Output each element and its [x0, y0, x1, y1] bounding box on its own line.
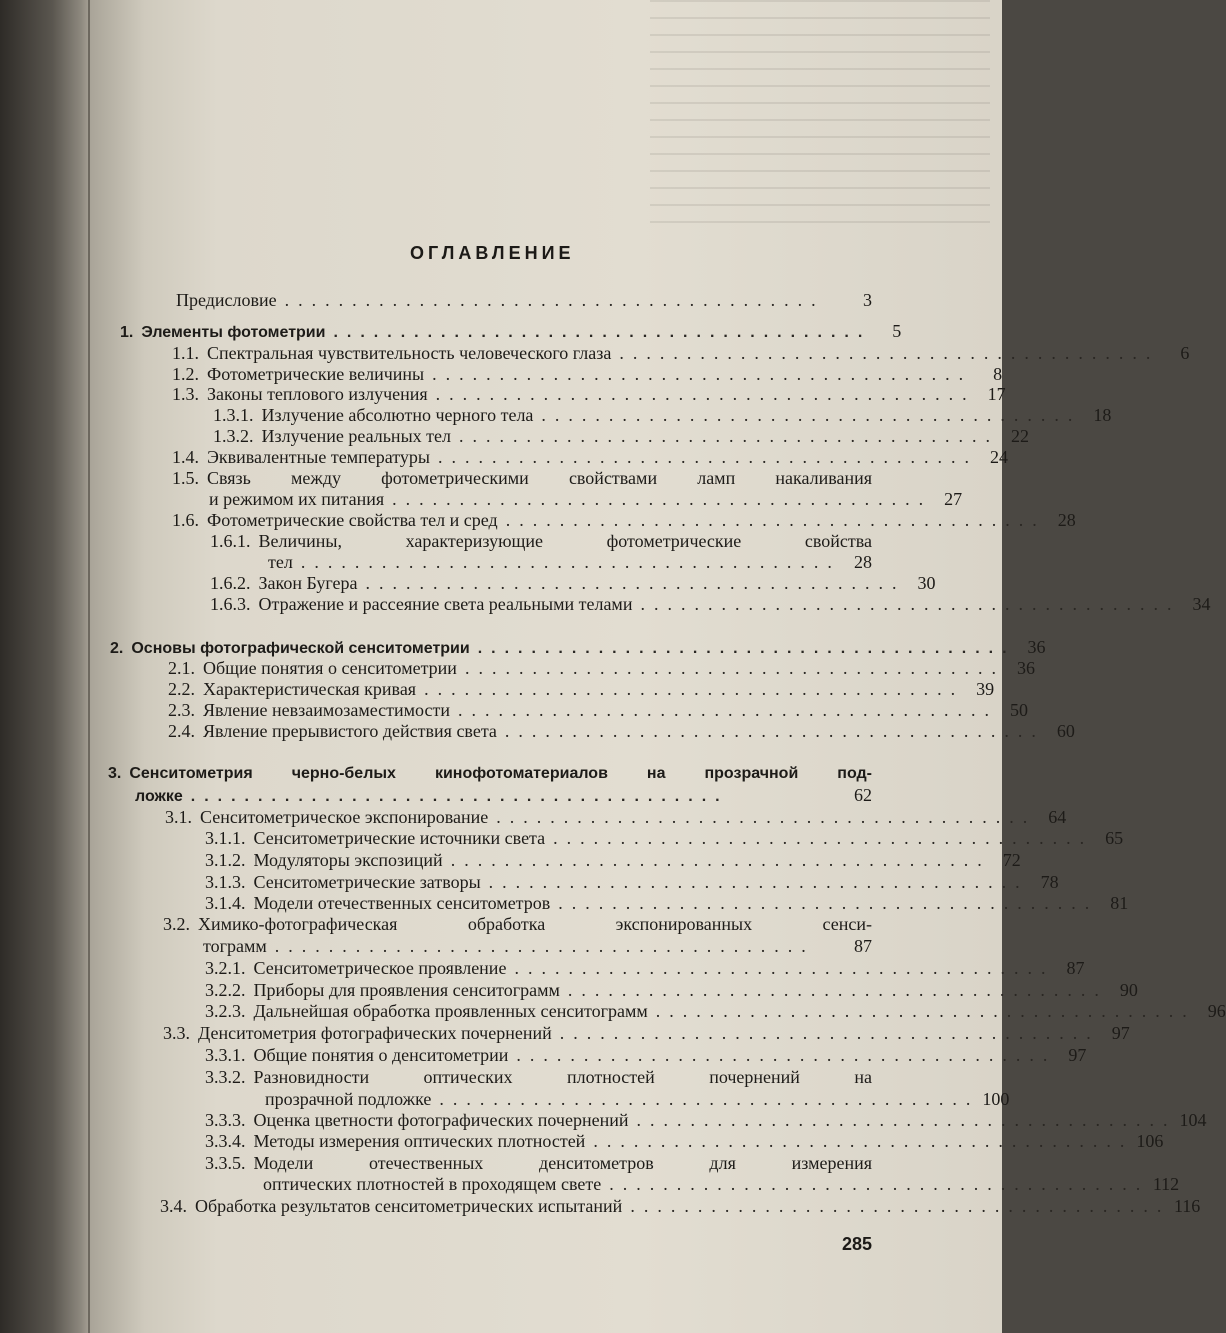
toc-entry: [210, 593, 1211, 615]
toc-entry-number: 2.4.: [168, 721, 195, 741]
toc-entry-page: 6: [1180, 343, 1190, 363]
toc-leader-dots: ........................................: [284, 290, 825, 310]
toc-entry-number: 3.3.3.: [205, 1110, 246, 1130]
toc-entry-title: оптических плотностей в проходящем свете: [263, 1174, 602, 1194]
toc-entry-title: Характеристическая кривая: [203, 679, 417, 699]
toc-entry: [168, 699, 1028, 721]
toc-entry-title: Сенситометрическое экспонирование: [200, 807, 489, 827]
toc-entry-title: Предисловие: [176, 290, 277, 310]
toc-entry-page: 60: [1056, 721, 1075, 741]
toc-entry-number: 3.4.: [160, 1196, 187, 1216]
toc-entry-page: 78: [1040, 872, 1059, 892]
toc-entry-page: 106: [1136, 1131, 1164, 1151]
toc-entry-page: 36: [1027, 637, 1046, 657]
toc-entry: [172, 342, 1190, 364]
toc-entry-title: Модуляторы экспозиций: [253, 850, 443, 870]
toc-entry: [265, 1088, 1010, 1110]
toc-leader-dots: ........................................: [636, 1110, 1177, 1130]
toc-entry-page: 28: [1057, 510, 1076, 530]
toc-entry-number: 1.5.: [172, 468, 199, 488]
toc-entry-page: 87: [1066, 958, 1085, 978]
toc-leader-dots: ........................................: [459, 426, 1000, 446]
toc-entry: [135, 784, 872, 806]
toc-entry: [110, 636, 1046, 658]
toc-entry-title: Сенситометрические затворы: [253, 872, 481, 892]
toc-entry: [209, 488, 963, 510]
toc-leader-dots: ........................................: [432, 364, 973, 384]
toc-entry-number: 3.3.: [163, 1023, 190, 1043]
toc-entry-title: Модели отечественных денситометров для измерения: [253, 1153, 872, 1173]
toc-entry: [163, 913, 872, 935]
toc-entry-page: 17: [987, 384, 1006, 404]
toc-entry-number: 3.3.2.: [205, 1067, 246, 1087]
toc-entry-title: и режимом их питания: [209, 489, 385, 509]
toc-entry-title: прозрачной подложке: [265, 1089, 432, 1109]
toc-entry-number: 2.: [110, 640, 124, 657]
toc-leader-dots: ........................................: [630, 1196, 1171, 1216]
toc-entry: [172, 383, 1006, 405]
toc-leader-dots: ........................................: [437, 447, 978, 467]
toc-entry-number: 3.: [108, 765, 122, 782]
toc-entry-title: Закон Бугера: [258, 573, 358, 593]
toc-entry-title: Связь между фотометрическими свойствами ламп накаливания: [207, 468, 872, 488]
toc-entry-page: 90: [1119, 980, 1138, 1000]
toc-entry: [213, 404, 1112, 426]
page-number: 285: [842, 1234, 873, 1254]
toc-entry-page: 28: [854, 552, 872, 572]
toc-entry-page: 36: [1016, 658, 1035, 678]
toc-entry-number: 2.1.: [168, 658, 195, 678]
toc-entry: [205, 892, 1129, 914]
toc-entry-title: Сенситометрия черно-белых кинофотоматериалов на прозрачной под-: [129, 765, 872, 782]
toc-entry-title: Элементы фотометрии: [141, 324, 326, 341]
toc-entry-title: Модели отечественных сенситометров: [253, 893, 551, 913]
toc-entry-number: 3.3.1.: [205, 1045, 246, 1065]
toc-entry: [205, 1152, 872, 1174]
toc-entry-page: 96: [1207, 1001, 1226, 1021]
toc-entry-number: 3.2.: [163, 914, 190, 934]
toc-entry-title: Разновидности оптических плотностей почернений на: [253, 1067, 872, 1087]
toc-entry: [172, 467, 872, 489]
toc-leader-dots: ........................................: [488, 872, 1029, 892]
toc-entry-title: Законы теплового излучения: [207, 384, 428, 404]
toc-entry-page: 64: [1048, 807, 1067, 827]
toc-entry-page: 97: [1111, 1023, 1130, 1043]
toc-entry-title: Основы фотографической сенситометрии: [131, 640, 470, 657]
toc-leader-dots: ........................................: [640, 594, 1181, 614]
toc-leader-dots: ........................................: [424, 679, 965, 699]
toc-entry-title: Приборы для проявления сенситограмм: [253, 980, 560, 1000]
toc-entry: [210, 530, 872, 552]
toc-entry-title: Методы измерения оптических плотностей: [253, 1131, 586, 1151]
toc-entry-title: Денситометрия фотографических почернений: [198, 1023, 552, 1043]
toc-entry-number: 3.1.3.: [205, 872, 246, 892]
toc-leader-dots: ........................................: [496, 807, 1037, 827]
toc-entry: [108, 763, 872, 785]
toc-entry: [172, 363, 1003, 385]
toc-leader-dots: ........................................: [655, 1001, 1196, 1021]
toc-entry: [168, 720, 1075, 742]
toc-entry-number: 1.3.1.: [213, 405, 254, 425]
toc-entry: [205, 1109, 1207, 1131]
toc-leader-dots: ........................................: [464, 658, 1005, 678]
toc-leader-dots: ........................................: [505, 510, 1046, 530]
toc-leader-dots: ........................................: [593, 1131, 1134, 1151]
toc-entry-number: 1.: [120, 324, 134, 341]
toc-entry-title: Отражение и рассеяние света реальными телами: [258, 594, 633, 614]
toc-entry-number: 1.6.2.: [210, 573, 251, 593]
toc-entry-page: 100: [982, 1089, 1010, 1109]
toc-entry: [205, 1130, 1164, 1152]
toc-entry-title: Дальнейшая обработка проявленных сенситограмм: [253, 1001, 648, 1021]
toc-entry-page: 39: [976, 679, 995, 699]
toc-entry-number: 1.6.1.: [210, 531, 251, 551]
toc-entry-title: Спектральная чувствительность человеческого глаза: [207, 343, 612, 363]
toc-leader-dots: ........................................: [477, 640, 1016, 657]
toc-entry-number: 3.2.3.: [205, 1001, 246, 1021]
toc-entry-page: 65: [1105, 828, 1124, 848]
toc-leader-dots: ........................................: [190, 788, 729, 805]
toc-entry-title: Фотометрические величины: [207, 364, 425, 384]
toc-entry-title: тел: [268, 552, 293, 572]
toc-entry: [205, 827, 1124, 849]
toc-entry: [205, 979, 1138, 1001]
toc-leader-dots: ........................................: [457, 700, 998, 720]
toc-entry-page: 81: [1110, 893, 1129, 913]
toc-entry-page: 30: [917, 573, 936, 593]
toc-entry-number: 1.6.: [172, 510, 199, 530]
toc-entry: [268, 551, 872, 573]
toc-entry: [263, 1173, 1180, 1195]
toc-entry: [205, 849, 1021, 871]
toc-entry: [205, 871, 1059, 893]
toc-entry-page: 72: [1002, 850, 1021, 870]
toc-entry-page: 112: [1152, 1174, 1180, 1194]
toc-entry-title: Сенситометрические источники света: [253, 828, 546, 848]
toc-entry-page: 18: [1093, 405, 1112, 425]
toc-leader-dots: ........................................: [439, 1089, 980, 1109]
toc-leader-dots: ........................................: [516, 1045, 1057, 1065]
toc-leader-dots: ........................................: [435, 384, 976, 404]
toc-leader-dots: ........................................: [274, 936, 815, 956]
toc-leader-dots: ........................................: [333, 324, 872, 341]
toc-entry: [210, 572, 936, 594]
toc-entry: [205, 1044, 1087, 1066]
toc-leader-dots: ........................................: [514, 958, 1055, 978]
toc-entry-page: 116: [1173, 1196, 1201, 1216]
toc-entry-number: 3.3.4.: [205, 1131, 246, 1151]
toc-entry-title: Излучение абсолютно черного тела: [261, 405, 534, 425]
toc-entry-page: 87: [854, 936, 872, 956]
toc-entry: [163, 1022, 1130, 1044]
toc-leader-dots: ........................................: [504, 721, 1045, 741]
toc-entry: [168, 678, 995, 700]
toc-entry-title: Общие понятия о сенситометрии: [203, 658, 457, 678]
toc-entry: [205, 1066, 872, 1088]
toc-entry: [172, 446, 1008, 468]
toc-leader-dots: ........................................: [558, 893, 1099, 913]
toc-leader-dots: ........................................: [619, 343, 1160, 363]
toc-leader-dots: ........................................: [567, 980, 1108, 1000]
toc-entry-number: 3.1.1.: [205, 828, 246, 848]
toc-entry: [205, 1000, 1226, 1022]
toc-entry-title: Обработка результатов сенситометрических испытаний: [195, 1196, 623, 1216]
toc-entry-number: 3.2.1.: [205, 958, 246, 978]
page-heading: ОГЛАВЛЕНИЕ: [410, 243, 575, 263]
toc-entry-title: Оценка цветности фотографических почернений: [253, 1110, 629, 1130]
toc-leader-dots: ........................................: [365, 573, 906, 593]
toc-entry: [203, 935, 872, 957]
toc-entry: [165, 806, 1067, 828]
toc-entry-page: 24: [989, 447, 1008, 467]
toc-entry: [205, 957, 1085, 979]
toc-entry: [168, 657, 1035, 679]
toc-entry-number: 2.2.: [168, 679, 195, 699]
toc-leader-dots: ........................................: [559, 1023, 1100, 1043]
toc-entry-title: ложке: [135, 788, 183, 805]
toc-entry: [213, 425, 1030, 447]
toc-entry-page: 62: [854, 785, 872, 805]
toc-entry-page: 34: [1192, 594, 1211, 614]
toc-leader-dots: ........................................: [450, 850, 991, 870]
toc-entry-number: 1.3.2.: [213, 426, 254, 446]
toc-entry-number: 1.6.3.: [210, 594, 251, 614]
toc-entry-page: 22: [1011, 426, 1030, 446]
toc-entry-page: 104: [1179, 1110, 1207, 1130]
toc-entry-title: тограмм: [203, 936, 267, 956]
toc-entry-title: Фотометрические свойства тел и сред: [207, 510, 498, 530]
toc-entry-title: Явление прерывистого действия света: [203, 721, 497, 741]
toc-entry: [176, 289, 872, 311]
toc-entry-number: 1.3.: [172, 384, 199, 404]
toc-entry-page: 50: [1009, 700, 1028, 720]
toc-entry-number: 3.1.4.: [205, 893, 246, 913]
toc-entry-number: 2.3.: [168, 700, 195, 720]
toc-entry-page: 97: [1068, 1045, 1087, 1065]
toc-leader-dots: ........................................: [541, 405, 1082, 425]
toc-entry-number: 3.3.5.: [205, 1153, 246, 1173]
toc-entry-title: Общие понятия о денситометрии: [253, 1045, 509, 1065]
toc-entry-page: 3: [863, 290, 872, 310]
toc-entry-title: Излучение реальных тел: [261, 426, 452, 446]
toc-entry-number: 3.2.2.: [205, 980, 246, 1000]
toc-entry-number: 3.1.2.: [205, 850, 246, 870]
toc-leader-dots: ........................................: [392, 489, 933, 509]
toc-entry-page: 8: [993, 364, 1003, 384]
toc-entry: [160, 1195, 1201, 1217]
toc-entry-number: 1.4.: [172, 447, 199, 467]
toc-entry-page: 27: [944, 489, 963, 509]
toc-entry-page: 5: [892, 321, 902, 341]
toc-leader-dots: ........................................: [609, 1174, 1150, 1194]
toc-entry-title: Сенситометрическое проявление: [253, 958, 507, 978]
toc-entry-number: 1.2.: [172, 364, 199, 384]
toc-entry-title: Эквивалентные температуры: [207, 447, 430, 467]
toc-leader-dots: ........................................: [300, 552, 841, 572]
toc-entry-number: 1.1.: [172, 343, 199, 363]
toc-entry: [172, 509, 1076, 531]
toc-entry-title: Явление невзаимозаместимости: [203, 700, 450, 720]
toc-entry-number: 3.1.: [165, 807, 192, 827]
toc-leader-dots: ........................................: [553, 828, 1094, 848]
toc-entry-title: Величины, характеризующие фотометрические свойства: [258, 531, 872, 551]
toc-entry-title: Химико-фотографическая обработка экспонированных сенси-: [198, 914, 872, 934]
toc-entry: [120, 320, 902, 342]
